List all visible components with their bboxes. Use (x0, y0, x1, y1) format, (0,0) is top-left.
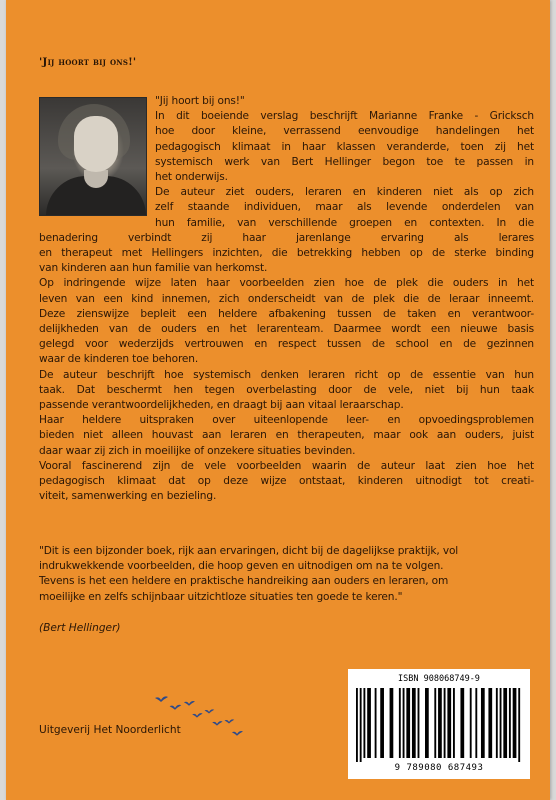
paragraph (39, 368, 534, 414)
quote-line: indrukwekkende voorbeelden, die hoop geven en uitnodigen om na te volgen. (39, 560, 444, 573)
barcode-bar (438, 688, 442, 758)
barcode-bar (475, 688, 477, 758)
text-line: Deze zienswijze bepleit een heldere afbakening tussen de taken en verantwoor- (39, 307, 534, 320)
paragraph (39, 109, 534, 185)
barcode-bar (500, 688, 502, 758)
barcode-bar (406, 688, 410, 758)
text-line: Vooral fascinerend zijn de vele voorbeelden waarin de auteur laat zien hoe het (39, 459, 534, 472)
barcode-bar (363, 688, 365, 758)
paragraph (39, 459, 534, 505)
text-line: De auteur ziet ouders, leraren en kinderen niet als op zich (155, 186, 534, 199)
flying-birds-logo-icon (151, 686, 251, 748)
text-line: bieden niet alleen houvast aan leraren en therapeuten, maar ook aan ouders, juist (39, 429, 534, 442)
barcode-bar (360, 688, 362, 762)
text-line: systemisch werk van Bert Hellinger begon toe te passen in (155, 155, 534, 168)
barcode-bar (518, 688, 520, 762)
text-line: hoe door kleine, verrassend eenvoudige handelingen het (155, 125, 534, 138)
text-line: Op indringende wijze laten haar voorbeelden zien hoe de plek die ouders in het (39, 277, 534, 290)
barcode-label (348, 669, 530, 779)
text-line: passende verantwoordelijkheden, en draagt bij aan vitaal leraarschap. (39, 399, 404, 412)
barcode-bar (453, 688, 455, 758)
book-back-cover (6, 0, 550, 800)
barcode-bars (356, 688, 522, 762)
barcode-bar (390, 688, 394, 758)
text-line: daar waar zij zich in moeilijke of onzekere situaties bevinden. (39, 444, 356, 457)
barcode-bar (418, 688, 420, 758)
paragraph (39, 413, 534, 459)
text-line: benadering verbindt zij haar jarenlange ervaring als lerares (39, 231, 534, 244)
text-line: In dit boeiende verslag beschrijft Marianne Franke - Gricksch (155, 110, 534, 123)
text-line: Haar heldere uitspraken over uiteenlopende leer- en opvoedingsproblemen (39, 414, 534, 427)
text-line: delijkheden van de ouders en het lerarenteam. Daarmee wordt een nieuwe basis (39, 323, 534, 336)
bird-shape (212, 721, 222, 725)
barcode-bar (513, 688, 517, 758)
bird-shape (225, 719, 235, 723)
quote-line: Tevens is het een heldere en praktische handreiking aan ouders en leraren, om (39, 575, 449, 588)
bird-shape (184, 701, 195, 706)
barcode-bar (425, 688, 429, 758)
text-line: taak. Dat beschermt hen tegen overbelasting door de vele, niet bij hun taak (39, 383, 534, 396)
barcode-bar (434, 688, 436, 758)
text-line: zelf staande individuen, maar als levende onderdelen van (155, 201, 534, 214)
barcode-bar (412, 688, 416, 758)
quote-attribution: (Bert Hellinger) (39, 622, 121, 634)
bird-shape (192, 713, 202, 717)
text-line: "Jij hoort bij ons!" (155, 95, 245, 107)
barcode-bar (488, 688, 492, 758)
bird-shape (232, 731, 243, 736)
bird-shape (155, 696, 168, 702)
barcode-bar (399, 688, 401, 758)
endorsement-quote (39, 544, 529, 605)
text-line: hun familie, van verschillende groepen en contexten. In die (155, 216, 534, 229)
blurb-text (39, 94, 534, 504)
barcode-bar (496, 688, 498, 758)
barcode-bar (509, 688, 511, 758)
barcode-bar (481, 688, 485, 758)
paragraph (39, 185, 534, 231)
text-line: gelegd voor wederzijds vertrouwen en respect tussen de school en de gezinnen (39, 338, 534, 351)
barcode-bar (470, 688, 472, 758)
bird-shape (170, 705, 182, 710)
publisher-name: Uitgeverij Het Noorderlicht (39, 724, 181, 736)
quote-line: moeilijke en zelfs schijnbaar uitzichtloze situaties ten goede te keren." (39, 590, 403, 603)
paragraph (39, 276, 534, 367)
barcode-bar (356, 688, 358, 762)
text-line: pedagogisch klimaat in haar klassen veranderde, toen zij het (155, 140, 534, 153)
paragraph (39, 94, 534, 109)
text-line: viteit, samenwerking en bezieling. (39, 490, 217, 503)
quote-line: "Dit is een bijzonder boek, rijk aan ervaringen, dicht bij de dagelijkse praktijk, vol (39, 545, 459, 557)
isbn-number: ISBN 908068749-9 (398, 674, 480, 684)
text-line: van kinderen aan hun familie van herkomst. (39, 262, 268, 275)
barcode-bar (375, 688, 377, 758)
cover-heading: 'Jij hoort bij ons!' (39, 56, 137, 68)
text-line: De auteur beschrijft hoe systemisch denken leraren richt op de essentie van hun (39, 368, 534, 381)
bird-shape (205, 709, 215, 713)
text-line: het onderwijs. (155, 171, 228, 184)
ean-number: 9 789080 687493 (394, 763, 484, 773)
text-line: pedagogisch klimaat dat op deze wijze ontstaat, kinderen uitnodigt tot creati- (39, 475, 534, 488)
barcode-bar (447, 688, 451, 758)
barcode-bar (503, 688, 507, 758)
barcode-bar (460, 688, 464, 758)
text-line: en therapeut met Hellingers inzichten, die betrekking hebben op de sterke binding (39, 247, 534, 260)
paragraph (39, 231, 534, 277)
text-line: leven van een kind innemen, zich onderscheidt van de plek die de leraar inneemt. (39, 292, 534, 305)
text-line: waar de kinderen toe behoren. (39, 353, 199, 366)
barcode-bar (380, 688, 384, 758)
barcode-bar (403, 688, 405, 758)
barcode-bar (444, 688, 446, 758)
barcode-bar (367, 688, 371, 758)
